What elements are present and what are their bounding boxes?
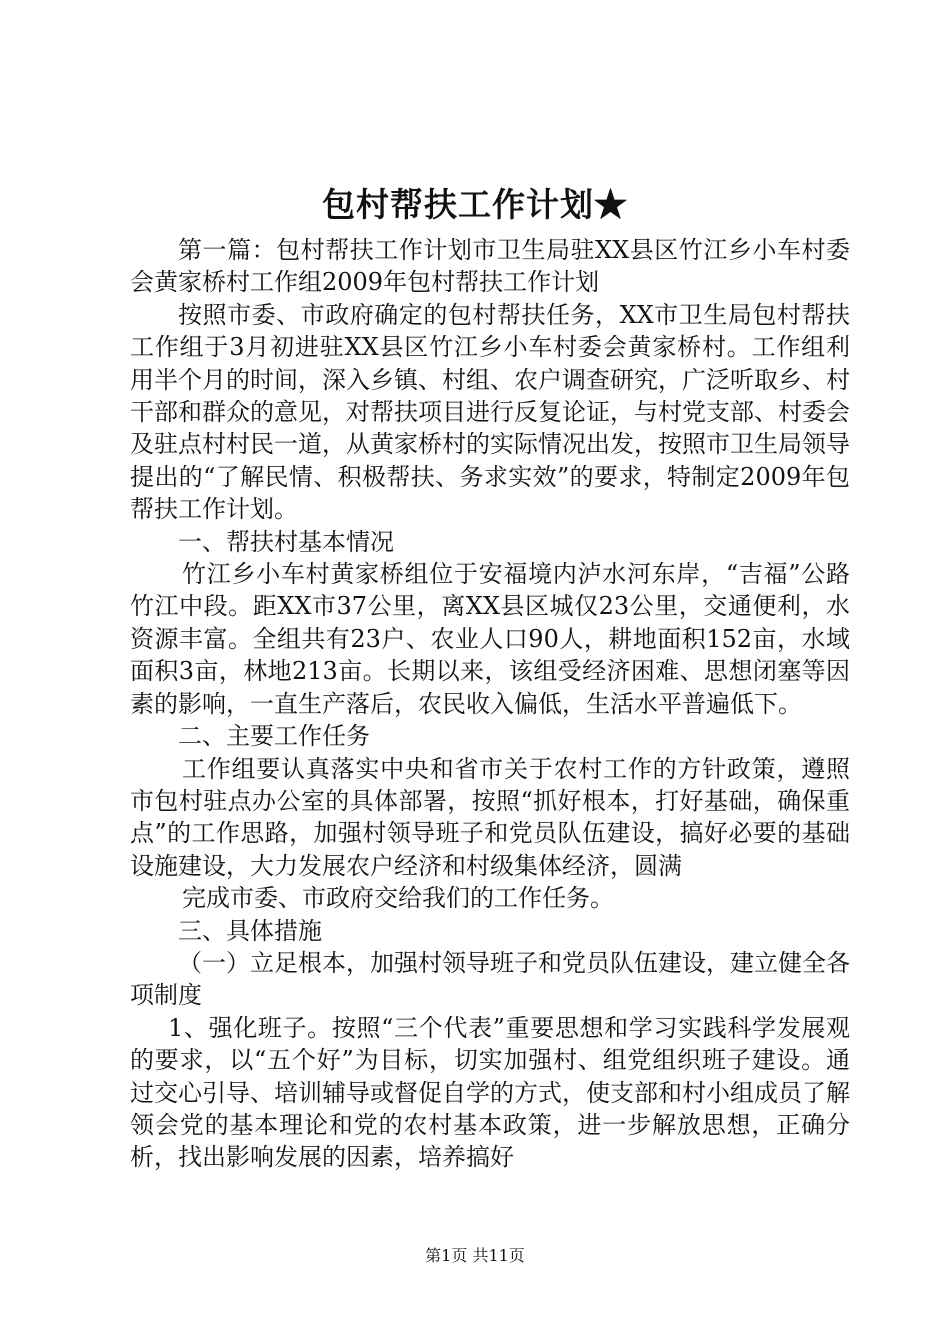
paragraph-tasks-continued: 完成市委、市政府交给我们的工作任务。 <box>182 884 614 913</box>
document-body <box>130 234 850 1174</box>
subsection-heading-1: （一）立足根本，加强村领导班子和党员队伍建设，建立健全各项制度 <box>130 948 850 1010</box>
section-heading-3: 三、具体措施 <box>178 916 322 945</box>
paragraph-strengthen-team: 1、强化班子。按照“三个代表”重要思想和学习实践科学发展观的要求，以“五个好”为目标，切实加强村、组党组织班子建设。通过交心引导、培训辅导或督促自学的方式，使支部和村小组成员了解领会党的基本理论和党的农村基本政策，进一步解放思想，正确分析，找出影响发展的因素，培养搞好 <box>130 1013 850 1172</box>
section-heading-2: 二、主要工作任务 <box>178 722 370 751</box>
paragraph-village-info: 竹江乡小车村黄家桥组位于安福境内泸水河东岸，“吉福”公路竹江中段。距XX市37公里，离XX县区城仅23公里，交通便利，水资源丰富。全组共有23户、农业人口90人，耕地面积152亩，水域面积3亩，林地213亩。长期以来，该组受经济困难、思想闭塞等因素的影响，一直生产落后，农民收入偏低，生活水平普遍低下。 <box>130 560 850 718</box>
paragraph-background: 按照市委、市政府确定的包村帮扶任务，XX市卫生局包村帮扶工作组于3月初进驻XX县区竹江乡小车村委会黄家桥村。工作组利用半个月的时间，深入乡镇、村组、农户调查研究，广泛听取乡、村干部和群众的意见，对帮扶项目进行反复论证，与村党支部、村委会及驻点村村民一道，从黄家桥村的实际情况出发，按照市卫生局领导提出的“了解民情、积极帮扶、务求实效”的要求，特制定2009年包帮扶工作计划。 <box>130 300 850 524</box>
page-number-footer: 第1页 共11页 <box>425 1246 525 1265</box>
paragraph-main-tasks: 工作组要认真落实中央和省市关于农村工作的方针政策，遵照市包村驻点办公室的具体部署，按照“抓好根本，打好基础，确保重点”的工作思路，加强村领导班子和党员队伍建设，搞好必要的基础设施建设，大力发展农户经济和村级集体经济，圆满 <box>130 754 850 880</box>
section-heading-1: 一、帮扶村基本情况 <box>178 527 394 556</box>
paragraph-intro: 第一篇：包村帮扶工作计划市卫生局驻XX县区竹江乡小车村委会黄家桥村工作组2009年包村帮扶工作计划 <box>130 236 850 297</box>
document-title: 包村帮扶工作计划★ <box>322 185 628 224</box>
